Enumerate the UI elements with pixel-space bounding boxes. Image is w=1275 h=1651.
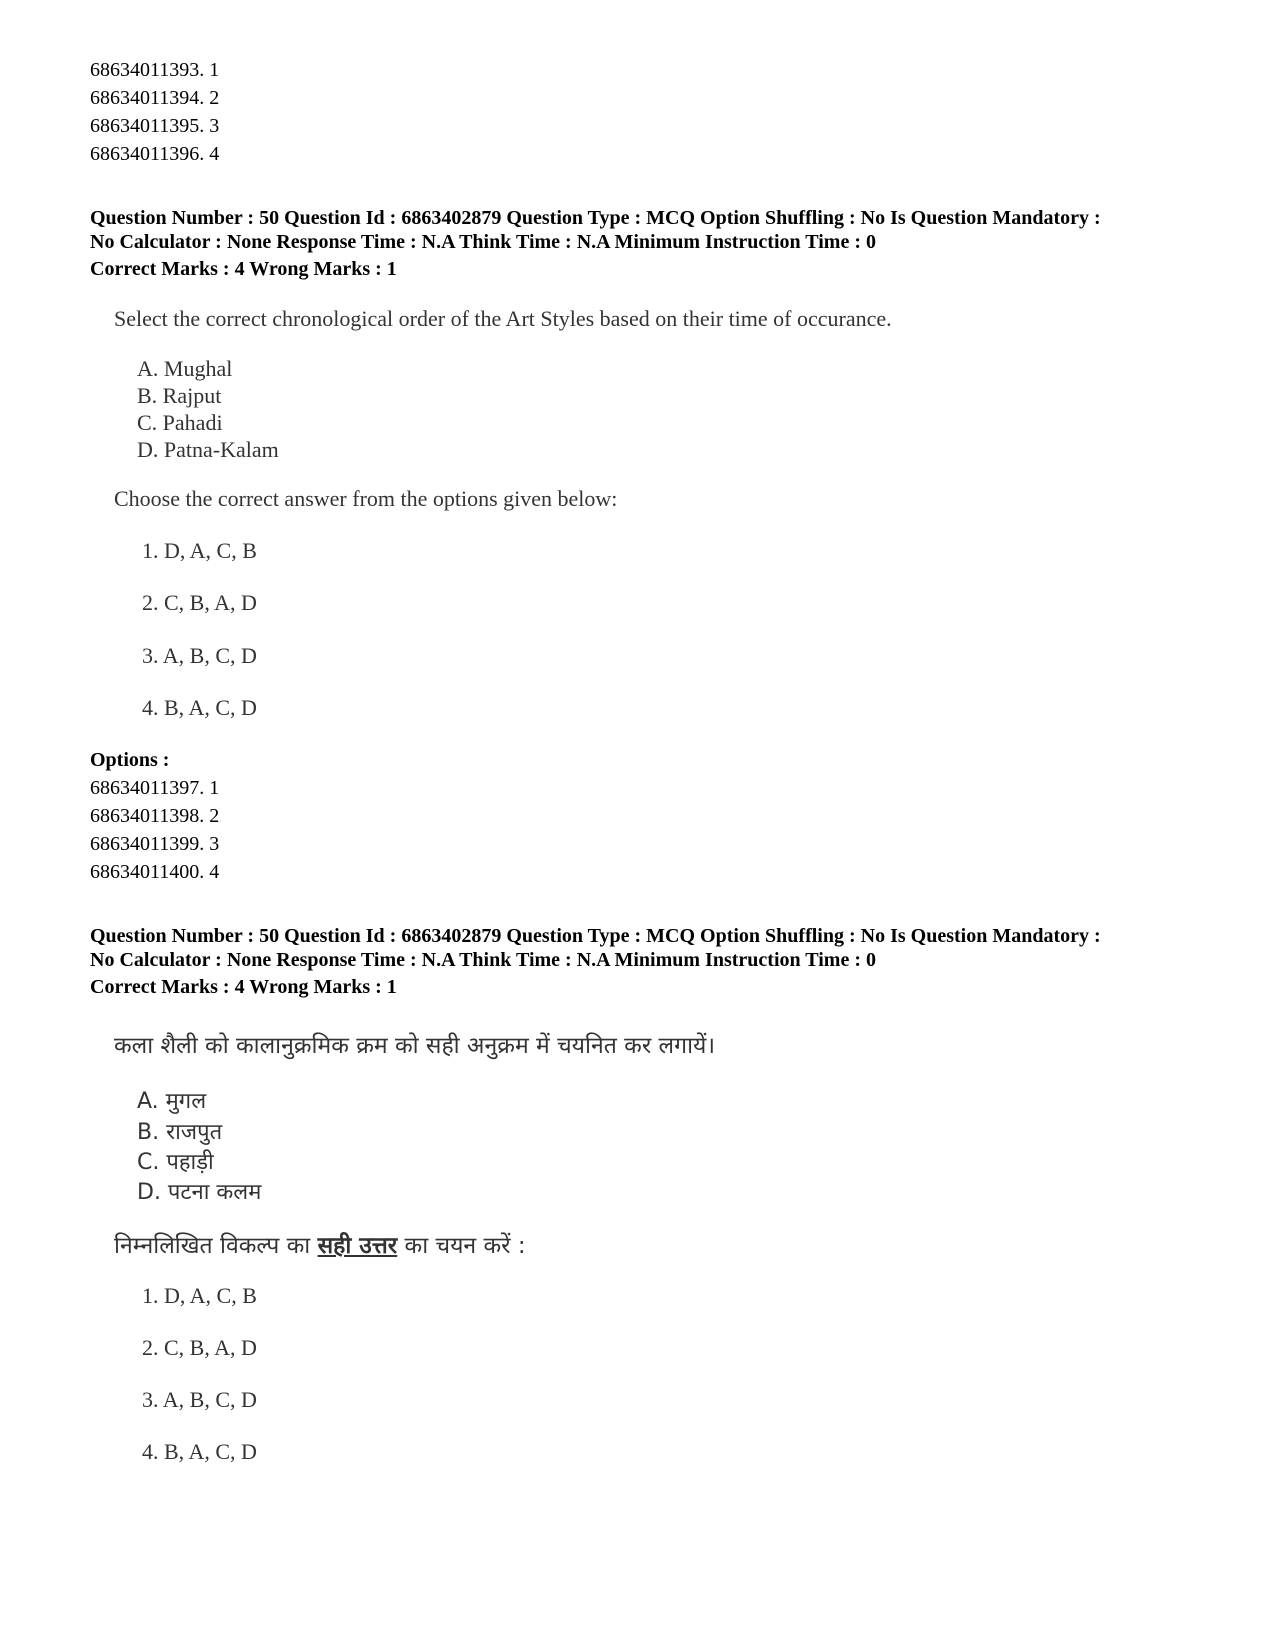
question-text: Select the correct chronological order of the Art Styles based on their time of occurance.: [114, 306, 892, 331]
list-item: C. पहाड़ी: [137, 1150, 214, 1175]
instruction-text: Choose the correct answer from the options given below:: [114, 486, 618, 511]
option-line: 68634011400. 4: [90, 861, 220, 883]
emphasis-text: सही उत्तर: [317, 1233, 398, 1259]
header-line-1: Question Number : 50 Question Id : 6863402879 Question Type : MCQ Option Shuffling : No Is Question Mandatory :: [90, 207, 1101, 229]
list-item: D. पटना कलम: [137, 1180, 262, 1205]
marks-line: Correct Marks : 4 Wrong Marks : 1: [90, 258, 397, 280]
question-header: [90, 206, 1240, 254]
option-line: 68634011396. 4: [90, 143, 220, 165]
list-item: B. राजपुत: [137, 1120, 223, 1145]
answer-choice: 2. C, B, A, D: [142, 1335, 257, 1360]
list-item: D. Patna-Kalam: [137, 437, 279, 462]
answer-choice: 4. B, A, C, D: [142, 1439, 257, 1464]
list-item: A. मुगल: [137, 1089, 207, 1114]
question-header: [90, 924, 1240, 972]
answer-choice: 2. C, B, A, D: [142, 590, 257, 615]
list-item: B. Rajput: [137, 383, 222, 408]
option-line: 68634011394. 2: [90, 87, 220, 109]
answer-choice: 1. D, A, C, B: [142, 538, 257, 563]
option-line: 68634011399. 3: [90, 833, 220, 855]
list-item: C. Pahadi: [137, 410, 223, 435]
option-line: 68634011395. 3: [90, 115, 220, 137]
header-line-1: Question Number : 50 Question Id : 6863402879 Question Type : MCQ Option Shuffling : No Is Question Mandatory :: [90, 925, 1101, 947]
options-label: Options :: [90, 749, 170, 771]
answer-choice: 1. D, A, C, B: [142, 1283, 257, 1308]
instruction-text-hindi: निम्नलिखित विकल्प का सही उत्तर का चयन करें :: [114, 1233, 526, 1259]
option-line: 68634011393. 1: [90, 59, 220, 81]
header-line-2: No Calculator : None Response Time : N.A Think Time : N.A Minimum Instruction Time : 0: [90, 949, 876, 971]
answer-choice: 4. B, A, C, D: [142, 695, 257, 720]
option-line: 68634011397. 1: [90, 777, 220, 799]
option-line: 68634011398. 2: [90, 805, 220, 827]
answer-choice: 3. A, B, C, D: [142, 1387, 257, 1412]
answer-choice: 3. A, B, C, D: [142, 643, 257, 668]
list-item: A. Mughal: [137, 356, 233, 381]
question-text-hindi: कला शैली को कालानुक्रमिक क्रम को सही अनुक्रम में चयनित कर लगायें।: [114, 1033, 716, 1059]
header-line-2: No Calculator : None Response Time : N.A Think Time : N.A Minimum Instruction Time : 0: [90, 231, 876, 253]
marks-line: Correct Marks : 4 Wrong Marks : 1: [90, 976, 397, 998]
